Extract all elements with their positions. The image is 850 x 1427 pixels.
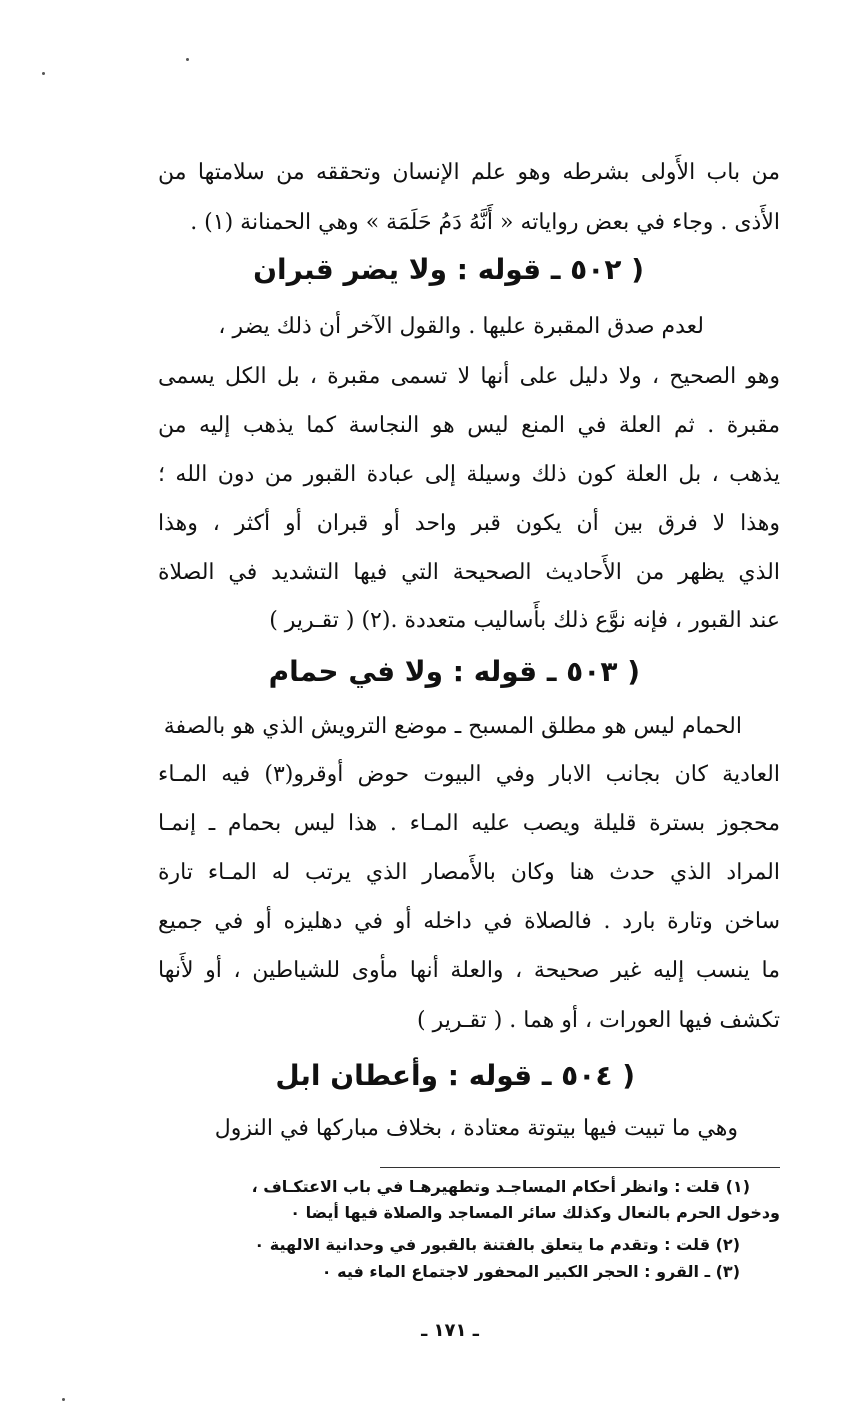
body-line: المراد الذي حدث هنا وكان بالأَمصار الذي يرتب له المـاء تارة: [158, 860, 780, 885]
body-line: محجوز بسترة قليلة ويصب عليه المـاء . هذا ليس بحمام ـ إنمـا: [158, 811, 780, 836]
body-line: وهذا لا فرق بين أن يكون قبر واحد أو قبران أو أكثر ، وهذا: [158, 511, 780, 536]
body-line: ساخن وتارة بارد . فالصلاة في داخله أو في دهليزه أو في جميع: [158, 909, 780, 934]
body-line: يذهب ، بل العلة كون ذلك وسيلة إلى عبادة القبور من دون الله ؛: [158, 462, 780, 487]
body-line: وهي ما تبيت فيها بيتوتة معتادة ، بخلاف مباركها في النزول: [214, 1116, 738, 1141]
body-line: الحمام ليس هو مطلق المسبح ـ موضع الترويش الذي هو بالصفة: [163, 714, 742, 739]
intro-line-2: الأَذى . وجاء في بعض رواياته « أَنَّهُ دَمُ حَلَمَة » وهي الحمنانة (١) .: [190, 210, 780, 235]
section-heading-504: ( ٥٠٤ ـ قوله : وأعطان ابل: [275, 1059, 635, 1092]
body-line: الذي يظهر من الأَحاديث الصحيحة التي فيها التشديد في الصلاة: [158, 560, 780, 585]
footnote-3: (٣) ـ القرو : الحجر الكبير المحفور لاجتماع الماء فيه ٠: [321, 1262, 740, 1281]
body-line: العادية كان بجانب الابار وفي البيوت حوض أوقرو(٣) فيه المـاء: [158, 762, 780, 787]
body-line: عند القبور ، فإنه نوَّع ذلك بأَساليب متعددة .(٢) ( تقـرير ): [269, 608, 780, 633]
footnote-1-cont: ودخول الحرم بالنعال وكذلك سائر المساجد والصلاة فيها أيضا ٠: [290, 1203, 780, 1222]
scan-speck: [62, 1398, 65, 1401]
section-heading-503: ( ٥٠٣ ـ قوله : ولا في حمام: [268, 655, 640, 688]
footnote-1: (١) قلت : وانظر أحكام المساجـد وتطهيرهـا في باب الاعتكـاف ،: [251, 1177, 750, 1196]
body-line: تكشف فيها العورات ، أو هما . ( تقـرير ): [417, 1008, 780, 1033]
body-line: لعدم صدق المقبرة عليها . والقول الآخر أن ذلك يضر ،: [218, 314, 704, 339]
footnote-separator: [380, 1167, 780, 1168]
scan-speck: [186, 58, 189, 61]
scan-speck: [42, 72, 45, 75]
intro-line-1: من باب الأَولى بشرطه وهو علم الإنسان وتحققه من سلامتها من: [158, 160, 780, 185]
body-line: مقبرة . ثم العلة في المنع ليس هو النجاسة كما يذهب إليه من: [158, 413, 780, 438]
body-line: ما ينسب إليه غير صحيحة ، والعلة أنها مأوى للشياطين ، أو لأَنها: [158, 958, 780, 983]
body-line: وهو الصحيح ، ولا دليل على أنها لا تسمى مقبرة ، بل الكل يسمى: [158, 364, 780, 389]
footnote-2: (٢) قلت : وتقدم ما يتعلق بالفتنة بالقبور في وحدانية الالهية ٠: [254, 1235, 740, 1254]
section-heading-502: ( ٥٠٢ ـ قوله : ولا يضر قبران: [253, 253, 644, 286]
page-number: ـ ١٧١ ـ: [421, 1320, 479, 1341]
